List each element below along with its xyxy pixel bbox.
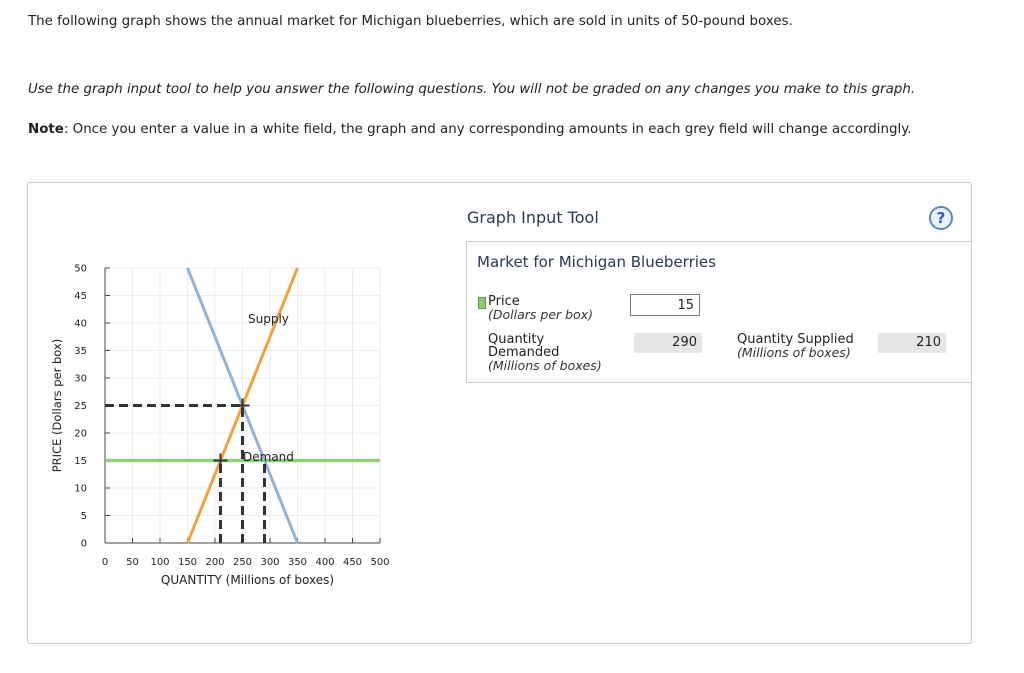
- quantity-supplied-unit: (Millions of boxes): [737, 345, 851, 360]
- note-label: Note: [28, 122, 64, 137]
- x-tick-label: 500: [370, 557, 390, 568]
- y-axis-title: PRICE (Dollars per box): [50, 338, 64, 473]
- quantity-demanded-label-line1: Quantity: [488, 332, 545, 347]
- x-tick-label: 250: [232, 557, 253, 568]
- y-tick-label: 35: [74, 346, 87, 357]
- x-tick-label: 50: [126, 557, 139, 568]
- quantity-demanded-value: 290: [634, 333, 702, 353]
- x-tick-label: 300: [260, 557, 280, 568]
- y-tick-label: 20: [74, 428, 87, 440]
- price-input[interactable]: [630, 294, 700, 316]
- y-tick-label: 15: [74, 456, 87, 467]
- y-tick-label: 45: [74, 291, 87, 302]
- x-axis-title: QUANTITY (Millions of boxes): [160, 573, 335, 587]
- y-tick-label: 40: [74, 318, 87, 330]
- price-line-swatch: [478, 297, 486, 309]
- y-tick-label: 25: [74, 401, 87, 412]
- supply-label: Supply: [248, 312, 289, 326]
- quantity-demanded-unit: (Millions of boxes): [488, 358, 602, 373]
- y-tick-label: 50: [74, 263, 87, 275]
- note-body: : Once you enter a value in a white field, the graph and any corresponding amounts in each grey field will change accordingly.: [63, 122, 912, 137]
- quantity-supplied-label: Quantity Supplied: [737, 332, 854, 347]
- market-title: Market for Michigan Blueberries: [477, 253, 716, 271]
- y-tick-label: 10: [74, 483, 87, 495]
- intro-text: The following graph shows the annual market for Michigan blueberries, which are sold in units of 50-pound boxes.: [28, 14, 793, 29]
- demand-label: Demand: [243, 450, 294, 464]
- quantity-demanded-label-line2: Demanded: [488, 345, 560, 360]
- x-tick-label: 350: [287, 557, 308, 568]
- x-tick-label: 0: [101, 557, 109, 568]
- price-label: Price: [488, 294, 520, 309]
- x-tick-label: 200: [205, 557, 225, 568]
- y-tick-label: 0: [80, 538, 87, 550]
- instruction-text: Use the graph input tool to help you answer the following questions. You will not be graded on any changes you make to this graph.: [28, 82, 916, 97]
- quantity-supplied-value: 210: [878, 333, 946, 353]
- x-tick-label: 150: [177, 557, 198, 568]
- y-tick-label: 30: [74, 373, 87, 385]
- x-tick-label: 450: [342, 557, 363, 568]
- graph-input-tool-title: Graph Input Tool: [467, 208, 599, 227]
- x-tick-label: 400: [315, 557, 335, 568]
- x-tick-label: 100: [150, 557, 170, 568]
- help-button[interactable]: ?: [929, 206, 953, 230]
- price-unit: (Dollars per box): [488, 307, 593, 322]
- y-tick-label: 5: [80, 511, 87, 522]
